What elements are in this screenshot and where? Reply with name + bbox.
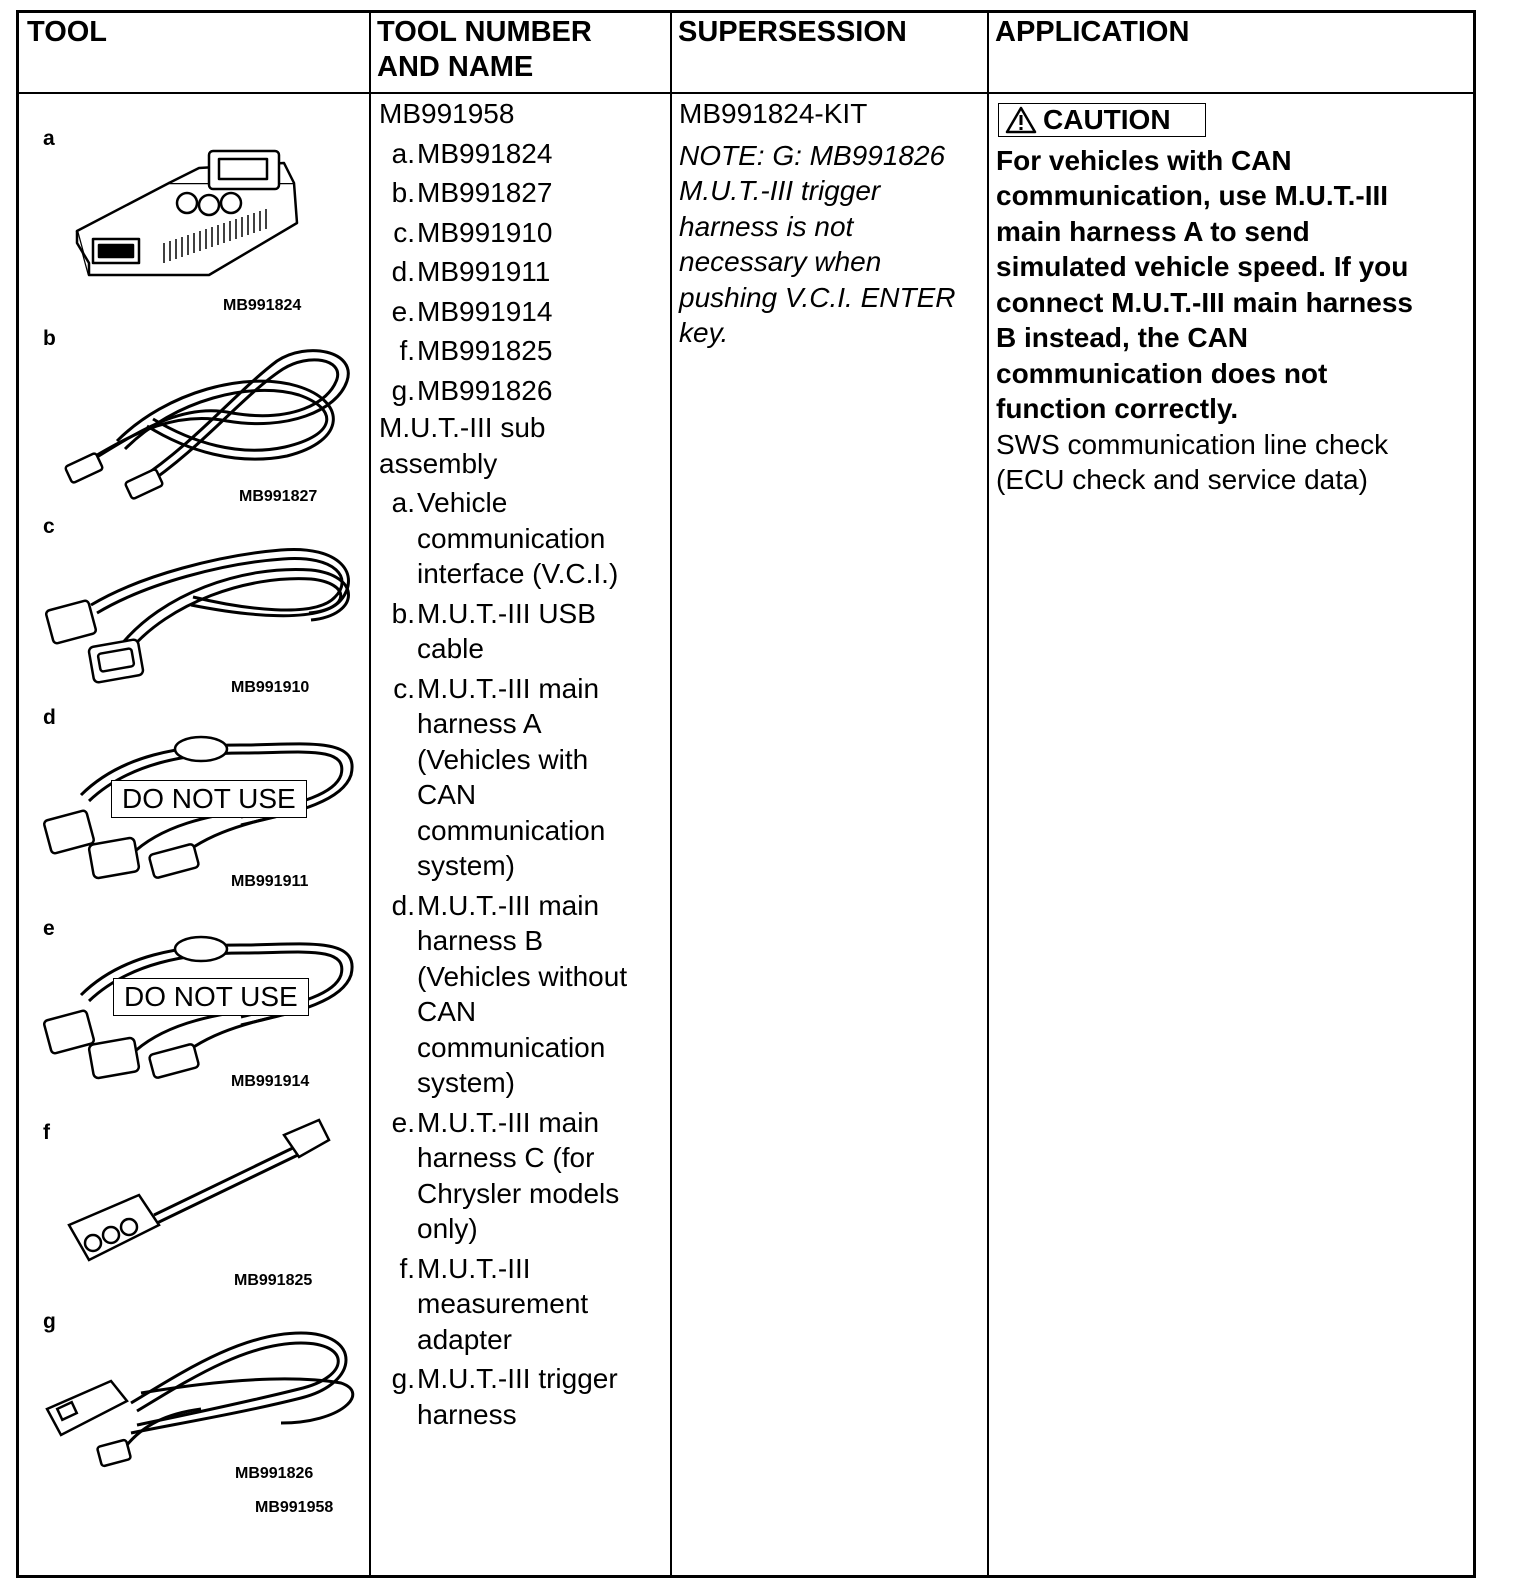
supersession-note: NOTE: G: MB991826 M.U.T.-III trigger harness is not necessary when pushing V.C.I. ENTER key. bbox=[679, 139, 956, 348]
tool-part-number: MB991910 bbox=[231, 679, 310, 696]
part-number-item: c. MB991910 bbox=[393, 216, 553, 248]
measurement-adapter-icon bbox=[59, 1115, 339, 1275]
tool-letter-a: a bbox=[43, 127, 55, 150]
component-item: f. M.U.T.-III measurement adapter bbox=[399, 1252, 589, 1355]
warning-triangle-icon bbox=[1005, 106, 1037, 134]
tool-name: assembly bbox=[379, 447, 498, 479]
component-item: g. M.U.T.-III trigger harness bbox=[391, 1363, 618, 1430]
header-divider bbox=[19, 92, 1473, 94]
tool-part-number: MB991824 bbox=[223, 297, 302, 314]
part-number-item: a. MB991824 bbox=[391, 137, 553, 169]
tool-part-number: MB991914 bbox=[231, 1073, 310, 1090]
component-item: b. M.U.T.-III USB cable bbox=[391, 597, 596, 664]
tool-part-number: MB991825 bbox=[234, 1272, 313, 1289]
tool-letter-e: e bbox=[43, 917, 55, 940]
do-not-use-label: DO NOT USE bbox=[113, 978, 309, 1016]
main-harness-a-icon bbox=[41, 525, 361, 685]
supersession-cell bbox=[679, 96, 979, 351]
special-tools-table bbox=[16, 10, 1476, 1578]
do-not-use-label: DO NOT USE bbox=[111, 780, 307, 818]
column-divider bbox=[369, 13, 371, 1575]
part-number-item: b. MB991827 bbox=[391, 177, 553, 208]
tool-name: M.U.T.-III sub bbox=[379, 412, 546, 443]
supersession-kit: MB991824-KIT bbox=[679, 98, 868, 129]
part-number-item: e. MB991914 bbox=[391, 295, 553, 327]
component-item: c. M.U.T.-III main harness A (Vehicles with CAN communication system) bbox=[393, 672, 606, 881]
vci-unit-icon bbox=[69, 143, 309, 303]
header-supersession: SUPERSESSION bbox=[678, 16, 907, 48]
part-number-item: g. MB991826 bbox=[391, 374, 553, 406]
header-tool-number: TOOL NUMBER AND NAME bbox=[377, 16, 592, 83]
application-text: SWS communication line check (ECU check and service data) bbox=[996, 428, 1389, 495]
kit-part-number-caption: MB991958 bbox=[255, 1499, 334, 1516]
trigger-harness-icon bbox=[41, 1313, 361, 1483]
header-tool: TOOL bbox=[27, 16, 108, 48]
application-cell bbox=[996, 103, 1456, 498]
tool-letter-b: b bbox=[43, 327, 56, 350]
tool-part-number: MB991826 bbox=[235, 1465, 314, 1482]
component-item: d. M.U.T.-III main harness B (Vehicles without CAN communication system) bbox=[391, 889, 628, 1098]
kit-number: MB991958 bbox=[379, 98, 515, 129]
component-item: e. M.U.T.-III main harness C (for Chrysler models only) bbox=[391, 1106, 620, 1244]
tool-number-cell bbox=[379, 96, 664, 1432]
tool-letter-g: g bbox=[43, 1310, 56, 1333]
tool-letter-f: f bbox=[43, 1121, 50, 1144]
part-number-item: d. MB991911 bbox=[391, 256, 551, 287]
column-divider bbox=[670, 13, 672, 1575]
tool-letter-c: c bbox=[43, 515, 55, 538]
caution-box bbox=[998, 103, 1206, 137]
caution-text: For vehicles with CAN communication, use M.U.T.-III main harness A to send simulated vehicle speed. If you connect M.U.T.-III main harness B instead, the CAN communication does not function correctly. bbox=[996, 144, 1413, 424]
tool-part-number: MB991911 bbox=[231, 873, 309, 890]
usb-cable-icon bbox=[47, 331, 357, 501]
part-number-item: f. MB991825 bbox=[399, 335, 553, 366]
column-divider bbox=[987, 13, 989, 1575]
header-application: APPLICATION bbox=[995, 16, 1190, 48]
caution-label: CAUTION bbox=[1043, 104, 1171, 136]
tool-letter-d: d bbox=[43, 706, 56, 729]
component-item: a. Vehicle communication interface (V.C.I.) bbox=[391, 487, 619, 589]
part-number-list bbox=[379, 134, 664, 411]
tool-part-number: MB991827 bbox=[239, 488, 318, 505]
